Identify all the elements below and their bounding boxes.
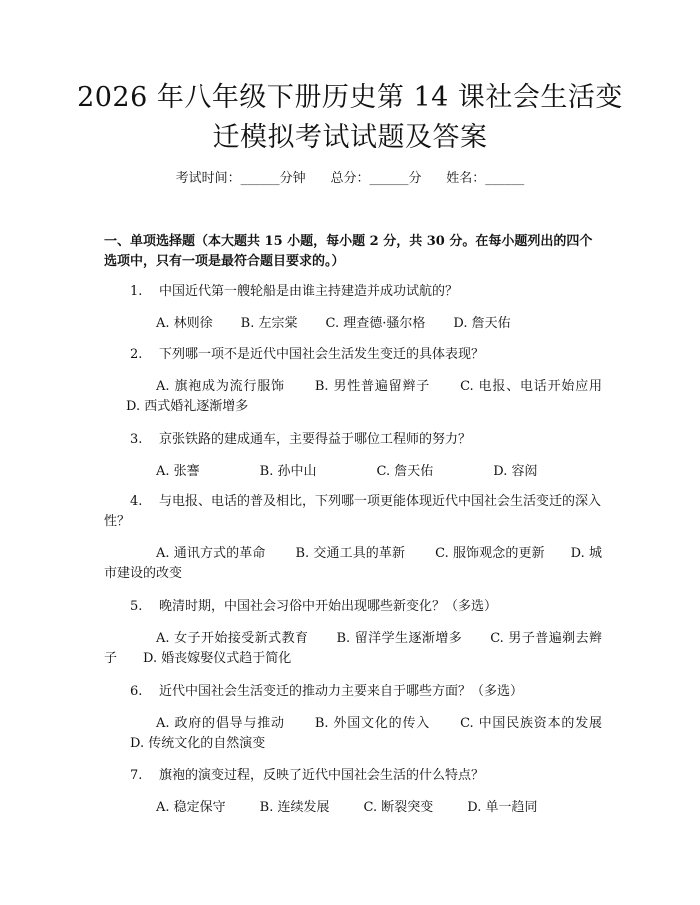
option-a: A. 张謇 — [156, 464, 200, 479]
question-text: 晚清时期，中国社会习俗中开始出现哪些新变化？（多选） — [158, 599, 497, 614]
question-options — [104, 544, 602, 584]
question-text: 下列哪一项不是近代中国社会生活发生变迁的具体表现？ — [158, 347, 484, 362]
exam-title-line-2: 迁模拟考试试题及答案 — [212, 122, 488, 153]
exam-time-label: 考试时间：______分钟 — [175, 171, 306, 186]
option-d: D. 传统文化的自然演变 — [130, 736, 266, 751]
option-a: A. 女子开始接受新式教育 — [156, 631, 309, 646]
option-c: C. 中国民族资本的发展 — [460, 716, 602, 731]
question-number: 3. — [130, 432, 143, 447]
question-number: 1. — [130, 284, 143, 299]
question-1 — [104, 282, 602, 334]
question-5 — [104, 597, 602, 669]
option-d: D. 婚丧嫁娶仪式趋于简化 — [143, 651, 292, 666]
question-stem — [104, 766, 602, 786]
question-text: 与电报、电话的普及相比，下列哪一项更能体现近代中国社会生活变迁的深入性？ — [104, 494, 601, 529]
option-b: B. 外国文化的传入 — [314, 716, 431, 731]
option-d: D. 詹天佑 — [453, 316, 511, 331]
question-text: 中国近代第一艘轮船是由谁主持建造并成功试航的？ — [158, 284, 458, 299]
question-stem — [104, 345, 602, 365]
question-options — [104, 462, 602, 482]
question-text: 旗袍的演变过程，反映了近代中国社会生活的什么特点？ — [158, 768, 484, 783]
question-options — [104, 714, 602, 754]
question-options — [104, 798, 602, 818]
exam-title-line-1: 2026 年八年级下册历史第 14 课社会生活变 — [77, 82, 623, 113]
question-text: 京张铁路的建成通车，主要得益于哪位工程师的努力？ — [158, 432, 471, 447]
question-7 — [104, 766, 602, 818]
option-d: D. 西式婚礼逐渐增多 — [126, 399, 249, 414]
student-name-label: 姓名：______ — [446, 171, 525, 186]
question-options — [104, 314, 602, 334]
question-number: 2. — [130, 347, 143, 362]
option-d: D. 单一趋同 — [467, 800, 538, 815]
option-a: A. 稳定保守 — [156, 800, 226, 815]
question-stem — [104, 492, 602, 532]
total-score-label: 总分：______分 — [330, 171, 422, 186]
question-number: 5. — [130, 599, 143, 614]
question-3 — [104, 430, 602, 482]
question-stem — [104, 682, 602, 702]
option-a: A. 通讯方式的革命 — [156, 546, 266, 561]
option-a: A. 旗袍成为流行服饰 — [156, 379, 285, 394]
question-stem — [104, 430, 602, 450]
question-number: 7. — [130, 768, 143, 783]
option-b: B. 交通工具的革新 — [295, 546, 406, 561]
option-b: B. 孙中山 — [259, 464, 317, 479]
question-options — [104, 629, 602, 669]
question-2 — [104, 345, 602, 417]
option-b: B. 留洋学生逐渐增多 — [336, 631, 463, 646]
option-c: C. 詹天佑 — [376, 464, 434, 479]
option-c: C. 断裂突变 — [363, 800, 434, 815]
question-stem — [104, 597, 602, 617]
option-b: B. 连续发展 — [259, 800, 330, 815]
option-d: D. 城市建设的改变 — [104, 546, 602, 581]
exam-info — [0, 169, 700, 189]
option-a: A. 林则徐 — [156, 316, 213, 331]
question-6 — [104, 682, 602, 754]
question-4 — [104, 492, 602, 584]
question-stem — [104, 282, 602, 302]
option-a: A. 政府的倡导与推动 — [156, 716, 285, 731]
option-c: C. 电报、电话开始应用 — [460, 379, 602, 394]
question-number: 6. — [130, 684, 143, 699]
option-b: B. 男性普遍留辫子 — [314, 379, 431, 394]
option-b: B. 左宗棠 — [240, 316, 298, 331]
option-c: C. 理查德·骚尔格 — [325, 316, 426, 331]
option-c: C. 男子普遍剃去辫子 — [104, 631, 603, 666]
question-number: 4. — [130, 494, 143, 509]
section-heading: 一、单项选择题（本大题共 15 小题，每小题 2 分，共 30 分。在每小题列出的四个选项中，只有一项是最符合题目要求的。） — [104, 234, 593, 269]
option-c: C. 服饰观念的更新 — [435, 546, 545, 561]
question-options — [104, 377, 602, 417]
option-d: D. 容闳 — [493, 464, 538, 479]
question-text: 近代中国社会生活变迁的推动力主要来自于哪些方面？（多选） — [158, 684, 523, 699]
